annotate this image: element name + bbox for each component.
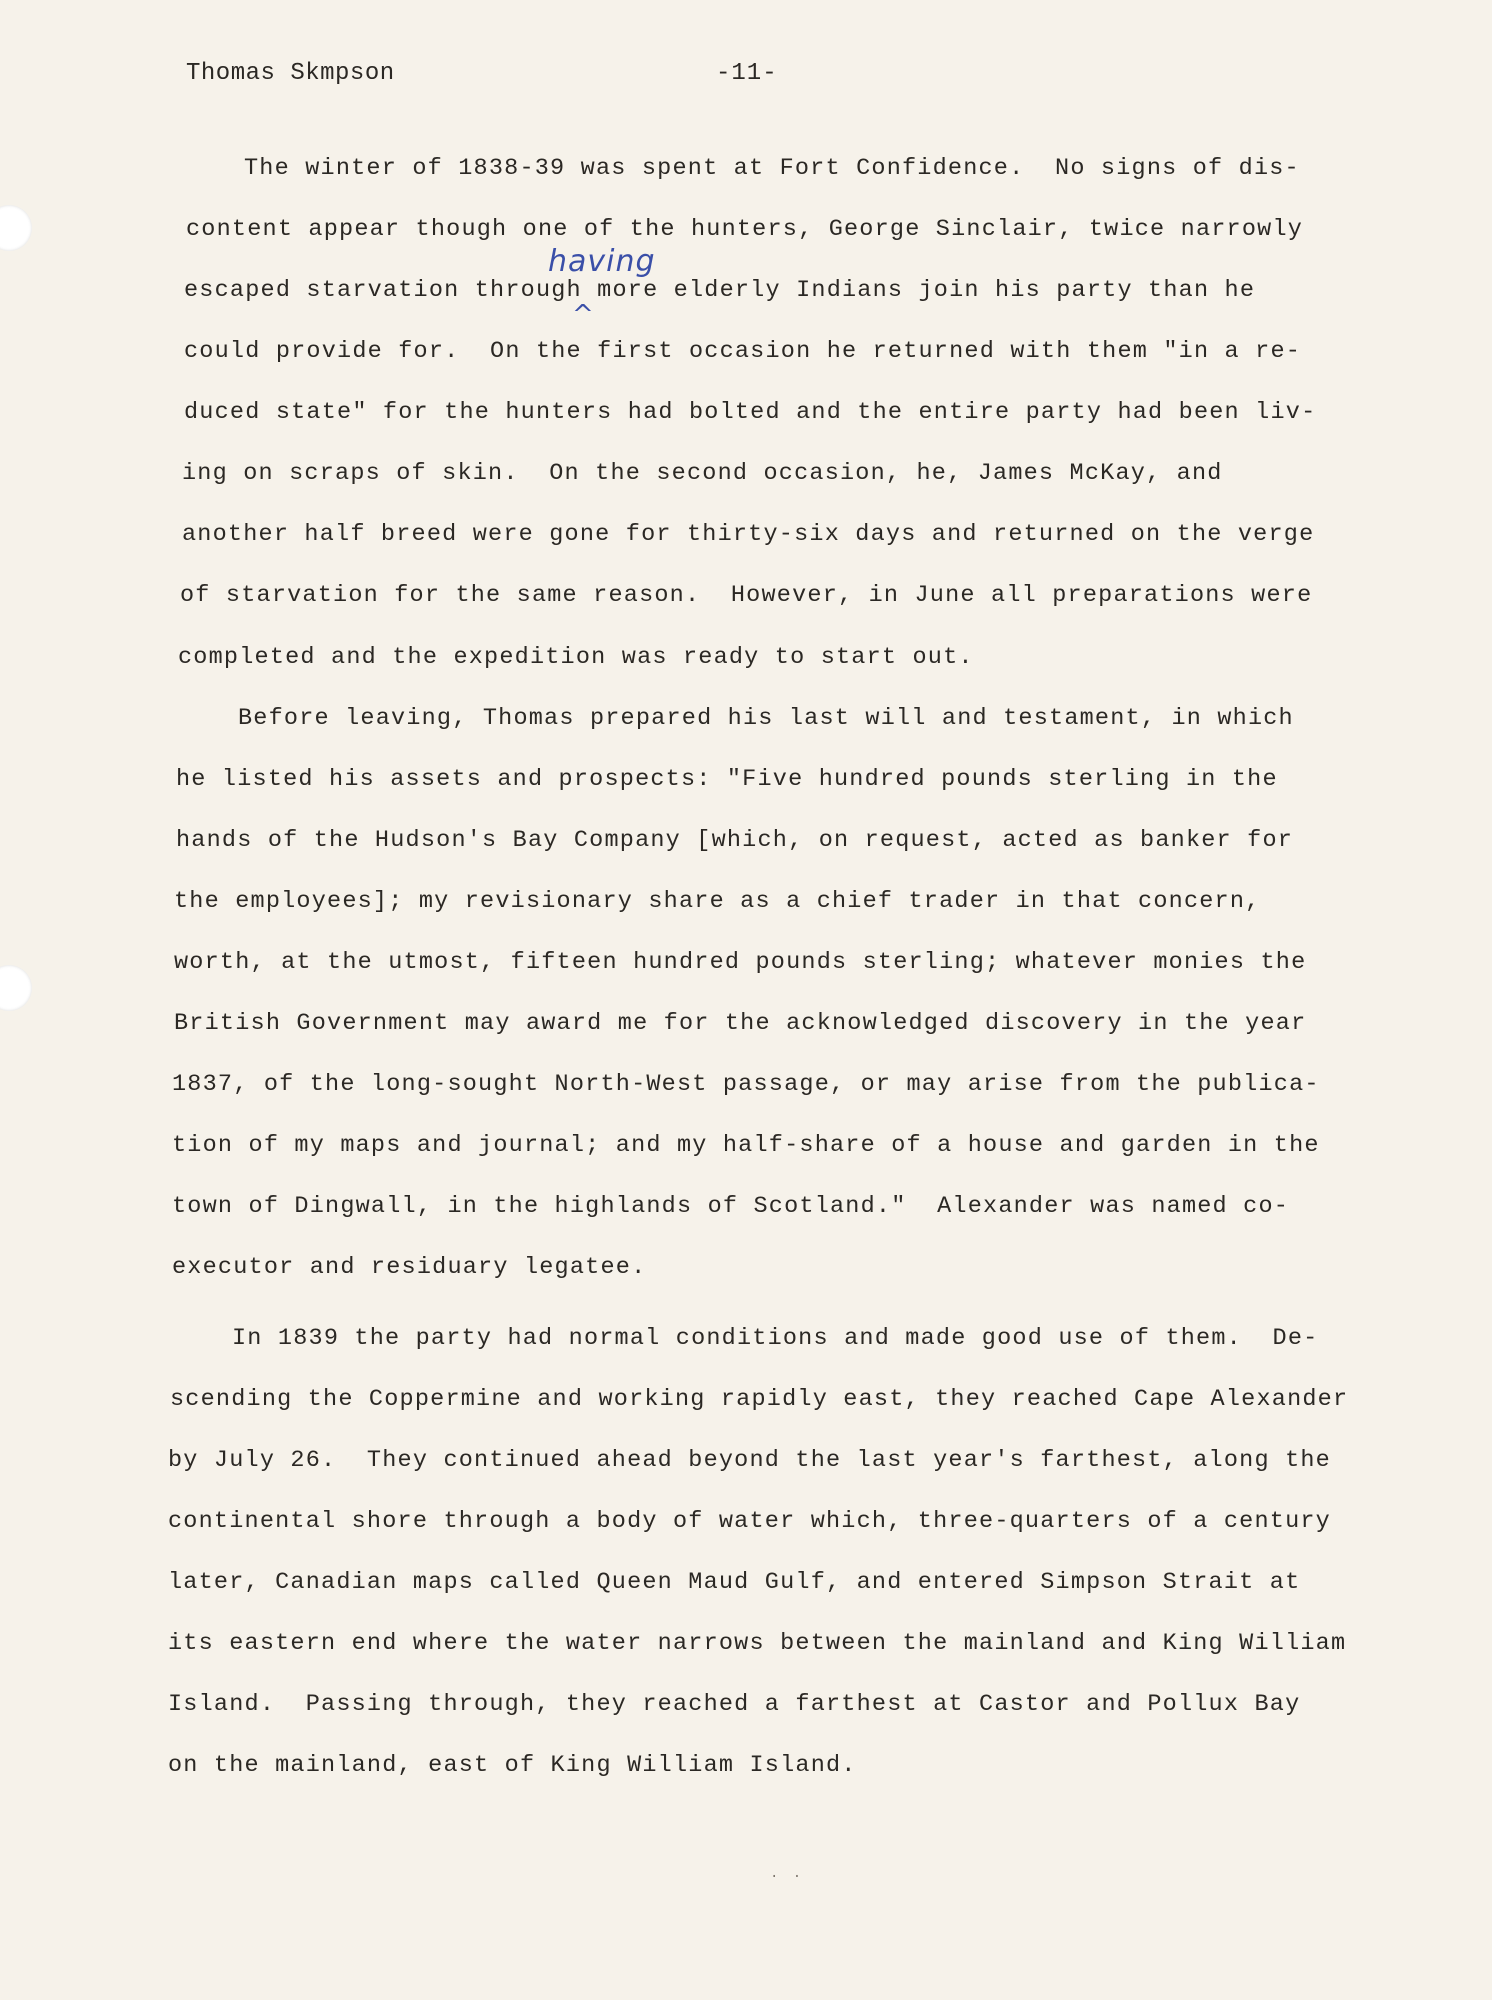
- text-line: tion of my maps and journal; and my half-share of a house and garden in the: [172, 1132, 1320, 1159]
- handwritten-insertion: having: [548, 244, 656, 279]
- text-line: worth, at the utmost, fifteen hundred pounds sterling; whatever monies the: [174, 949, 1307, 976]
- text-line: could provide for. On the first occasion he returned with them "in a re-: [184, 338, 1302, 365]
- text-line: completed and the expedition was ready to start out.: [178, 644, 974, 671]
- footer-marks: . .: [770, 1866, 805, 1882]
- text-line: 1837, of the long-sought North-West passage, or may arise from the publica-: [172, 1071, 1320, 1098]
- text-line: scending the Coppermine and working rapidly east, they reached Cape Alexander: [170, 1386, 1349, 1413]
- text-line: its eastern end where the water narrows between the mainland and King William: [168, 1630, 1347, 1657]
- text-line: he listed his assets and prospects: "Five hundred pounds sterling in the: [176, 766, 1278, 793]
- text-line: ing on scraps of skin. On the second occasion, he, James McKay, and: [182, 460, 1223, 487]
- text-line: hands of the Hudson's Bay Company [which, on request, acted as banker for: [176, 827, 1294, 854]
- text-line: Island. Passing through, they reached a farthest at Castor and Pollux Bay: [168, 1691, 1301, 1718]
- text-line: Before leaving, Thomas prepared his last will and testament, in which: [238, 705, 1294, 732]
- text-line: later, Canadian maps called Queen Maud Gulf, and entered Simpson Strait at: [168, 1569, 1301, 1596]
- text-line: The winter of 1838-39 was spent at Fort Confidence. No signs of dis-: [244, 155, 1300, 182]
- text-line: on the mainland, east of King William Island.: [168, 1752, 857, 1779]
- text-line: by July 26. They continued ahead beyond the last year's farthest, along the: [168, 1447, 1331, 1474]
- text-line: content appear though one of the hunters, George Sinclair, twice narrowly: [186, 216, 1304, 243]
- text-line: escaped starvation through more elderly Indians join his party than he: [184, 277, 1256, 304]
- punch-hole: [0, 205, 32, 251]
- text-line: In 1839 the party had normal conditions and made good use of them. De-: [232, 1325, 1319, 1352]
- insertion-caret: ^: [572, 300, 594, 330]
- text-line: British Government may award me for the acknowledged discovery in the year: [174, 1010, 1307, 1037]
- text-line: another half breed were gone for thirty-six days and returned on the verge: [182, 521, 1315, 548]
- text-line: the employees]; my revisionary share as a chief trader in that concern,: [174, 888, 1261, 915]
- text-line: continental shore through a body of water which, three-quarters of a century: [168, 1508, 1331, 1535]
- punch-hole: [0, 965, 32, 1011]
- text-line: duced state" for the hunters had bolted and the entire party had been liv-: [184, 399, 1317, 426]
- text-line: of starvation for the same reason. However, in June all preparations were: [180, 582, 1313, 609]
- text-line: executor and residuary legatee.: [172, 1254, 647, 1281]
- header-author: Thomas Skmpson: [186, 60, 395, 87]
- page-number: -11-: [716, 60, 778, 87]
- text-line: town of Dingwall, in the highlands of Scotland." Alexander was named co-: [172, 1193, 1290, 1220]
